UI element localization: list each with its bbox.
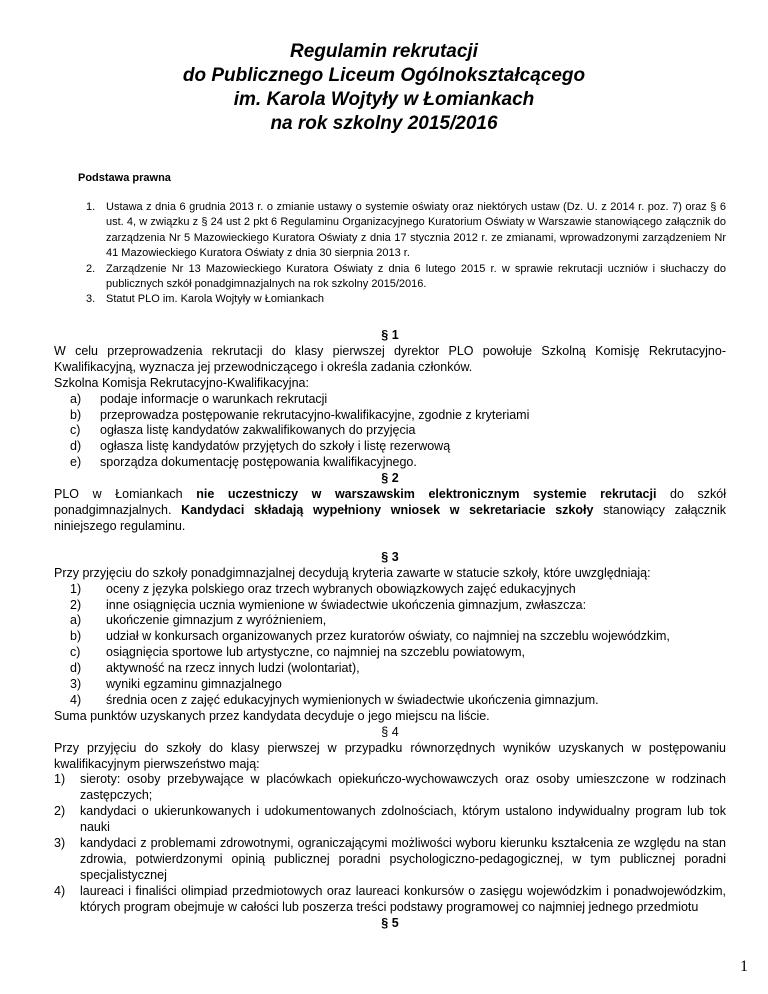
list-label: a) [70,391,82,406]
legal-basis-item [78,262,726,293]
list-label: 1) [54,772,66,787]
item-number: 3. [86,293,96,306]
list-text: oceny z języka polskiego oraz trzech wybranych obowiązkowych zajęć edukacyjnych [106,581,576,596]
document-title [0,40,768,136]
section-4-intro: Przy przyjęciu do szkoły do klasy pierwszej w przypadku równorzędnych wyników uzyskanych w postępowaniu kwalifikacyjnym pierwszeństwo mają: [54,740,726,771]
section-3-heading: § 3 [381,549,399,564]
legal-basis-heading: Podstawa prawna [78,172,171,184]
list-label: d) [70,661,82,676]
list-item [54,629,726,645]
list-text: podaje informacje o warunkach rekrutacji [100,391,328,406]
list-label: 2) [70,597,82,612]
title-line-2: do Publicznego Liceum Ogólnokształcącego [182,65,586,86]
section-2-bold-b: Kandydaci składają wypełniony wniosek w sekretariacie szkoły [181,502,594,517]
list-text: inne osiągnięcia ucznia wymienione w świadectwie ukończenia gimnazjum, zwłaszcza: [106,597,587,612]
title-line-4: na rok szkolny 2015/2016 [270,113,498,134]
list-item [54,693,726,709]
list-item [54,884,726,916]
list-text: przeprowadza postępowanie rekrutacyjno-kwalifikacyjne, zgodnie z kryteriami [100,407,530,422]
list-text: ogłasza listę kandydatów przyjętych do szkoły i listę rezerwową [100,439,451,454]
list-label: 4) [70,692,82,707]
list-text: kandydaci z problemami zdrowotnymi, ograniczającymi możliwości wyboru kierunku kształcenia ze względu na stan zdrowia, potwierdzonymi opinią publicznej poradni psychologiczno-pedagogicznej, w tym publicznej poradni specjalistycznej [80,836,726,882]
list-item [54,392,726,408]
section-1-heading: § 1 [381,328,399,342]
section-2-text-c: stanowiący załącznik niniejszego regulaminu. [54,502,726,533]
spacer [54,535,726,550]
legal-basis-list [78,200,726,308]
list-label: d) [70,439,82,454]
list-item [54,582,726,598]
list-label: a) [70,613,82,628]
list-label: b) [70,407,82,422]
list-text: sporządza dokumentację postępowania kwalifikacyjnego. [100,455,417,470]
section-1-lead: Szkolna Komisja Rekrutacyjno-Kwalifikacyjna: [54,375,309,390]
list-label: c) [70,423,81,438]
list-item [54,677,726,693]
list-text: osiągnięcia sportowe lub artystyczne, co najmniej na szczeblu powiatowym, [106,645,525,660]
section-4-heading: § 4 [381,724,399,739]
list-text: kandydaci o ukierunkowanych i udokumentowanych zdolnościach, którym ustalono indywidualny program lub tok nauki [80,804,726,835]
list-item [54,455,726,471]
section-2-bold-a: nie uczestniczy w warszawskim elektronicznym systemie rekrutacji [196,487,657,502]
list-text: sieroty: osoby przebywające w placówkach opiekuńczo-wychowawczych oraz osoby umieszczone w rodzinach zastępczych; [80,772,726,803]
section-2-text-a: PLO w Łomiankach [54,487,197,502]
section-3-intro: Przy przyjęciu do szkoły ponadgimnazjalnej decydują kryteria zawarte w statucie szkoły, które uwzględniają: [54,565,651,580]
list-label: 4) [54,883,66,898]
list-item [54,423,726,439]
list-item [54,804,726,836]
title-line-1: Regulamin rekrutacji [290,41,478,62]
regulation-body [54,328,726,932]
list-item [54,408,726,424]
list-item [54,661,726,677]
legal-basis-item [78,200,726,262]
list-item [54,598,726,614]
list-text: średnia ocen z zajęć edukacyjnych wymienionych w świadectwie ukończenia gimnazjum. [106,692,599,707]
section-2-text [54,487,726,535]
list-text: ukończenie gimnazjum z wyróżnieniem, [106,613,327,628]
list-label: 1) [70,581,82,596]
section-1-intro: W celu przeprowadzenia rekrutacji do klasy pierwszej dyrektor PLO powołuje Szkolną Komisję Rekrutacyjno-Kwalifikacyjną, wyznacza jej przewodniczącego i określa zadania członków. [54,343,726,374]
list-text: ogłasza listę kandydatów zakwalifikowanych do przyjęcia [100,423,416,438]
item-number: 2. [86,262,96,275]
list-text: wyniki egzaminu gimnazjalnego [106,677,282,692]
list-label: 3) [70,677,82,692]
section-5-heading: § 5 [381,915,399,930]
section-2-text-b: do szkół ponadgimnazjalnych. [54,487,726,517]
list-item [54,613,726,629]
list-item [54,836,726,884]
list-text: aktywność na rzecz innych ludzi (wolontariat), [106,661,360,676]
section-3-outro: Suma punktów uzyskanych przez kandydata decyduje o jego miejscu na liście. [54,708,490,723]
list-label: c) [70,645,81,660]
list-label: 3) [54,836,66,851]
legal-basis-item [78,292,726,307]
section-2-heading: § 2 [381,471,399,486]
list-label: b) [70,629,82,644]
list-item [54,645,726,661]
title-line-3: im. Karola Wojtyły w Łomiankach [233,89,535,110]
item-text: Zarządzenie Nr 13 Mazowieckiego Kuratora Oświaty z dnia 6 lutego 2015 r. w sprawie rekrutacji uczniów i słuchaczy do publicznych szkół ponadgimnazjalnych na rok szkolny 2015/2016. [106,262,726,291]
list-item [54,439,726,455]
list-item [54,772,726,804]
item-number: 1. [86,201,96,213]
page-number: 1 [740,958,748,975]
item-text: Ustawa z dnia 6 grudnia 2013 r. o zmianie ustawy o systemie oświaty oraz niektórych ustaw (Dz. U. z 2014 r. poz. 7) oraz § 6 ust. 4, w związku z § 24 ust 2 pkt 6 Regulaminu Organizacyjnego Kuratorium Oświaty w Warszawie stanowiącego załącznik do zarządzenia Nr 5 Mazowieckiego Kuratora Oświaty z dnia 17 stycznia 2012 r. ze zmianami, wprowadzonymi zarządzeniem Nr 41 Mazowieckiego Kuratora Oświaty z dnia 30 sierpnia 2013 r. [106,201,726,260]
list-text: laureaci i finaliści olimpiad przedmiotowych oraz laureaci konkursów o zasięgu wojewódzkim i ponadwojewódzkim, których program obejmuje w całości lub poszerza treści podstawy programowej co najmniej jednego przedmiotu [80,883,726,914]
list-label: e) [70,455,82,470]
list-text: udział w konkursach organizowanych przez kuratorów oświaty, co najmniej na szczeblu wojewódzkim, [106,629,670,644]
item-text: Statut PLO im. Karola Wojtyły w Łomiankach [106,293,325,306]
list-label: 2) [54,804,66,819]
